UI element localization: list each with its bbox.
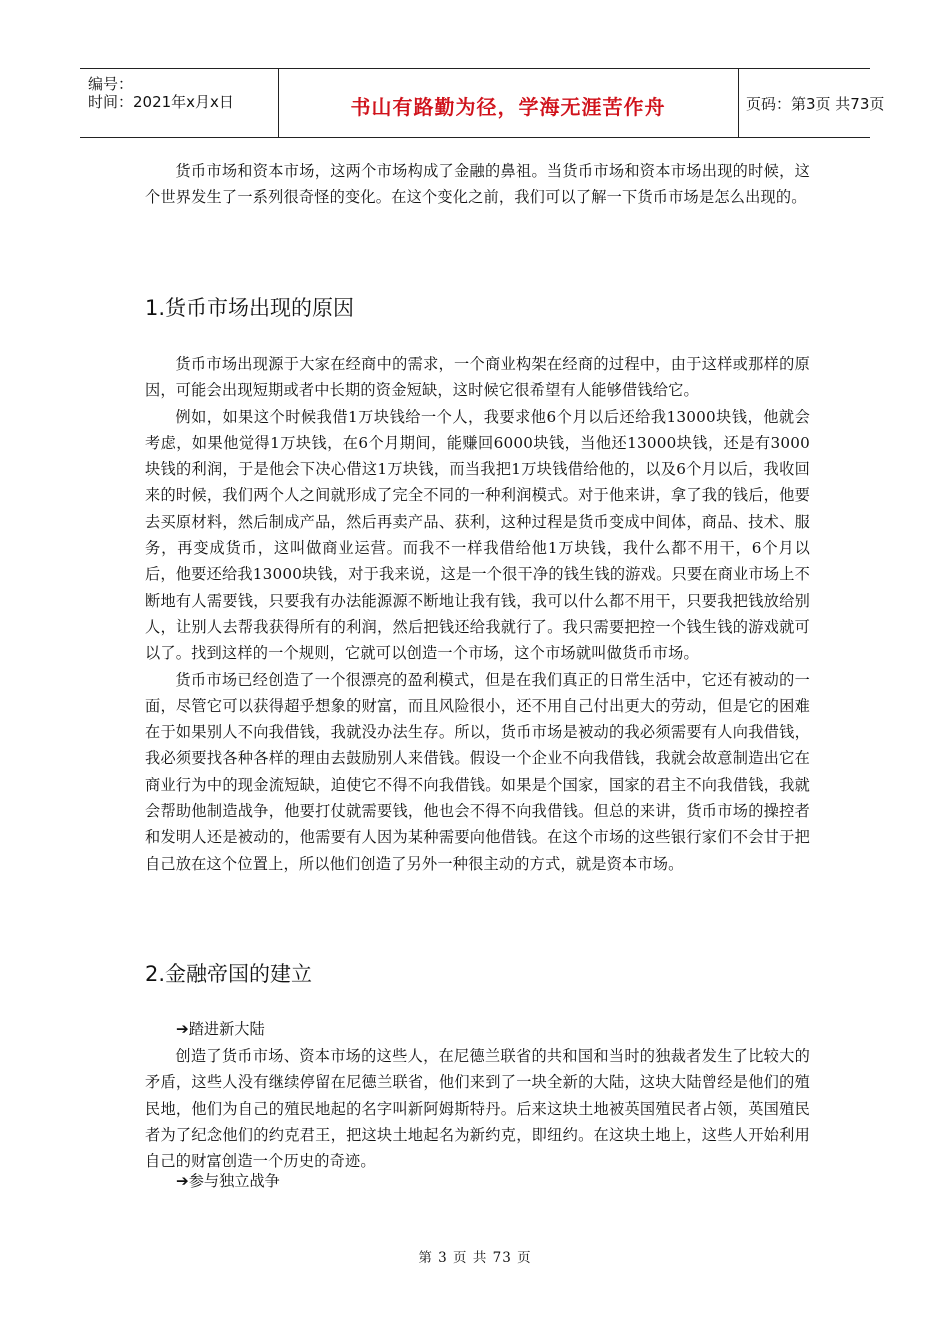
subheading-independence-war <box>176 1170 280 1191</box>
intro-paragraph: 货币市场和资本市场，这两个市场构成了金融的鼻祖。当货币市场和资本市场出现的时候，这个世界发生了一系列很奇怪的变化。在这个变化之前，我们可以了解一下货币市场是怎么出现的。 <box>145 162 810 207</box>
section2-heading: 2.金融帝国的建立 <box>145 962 313 986</box>
section2-paragraph: 创造了货币市场、资本市场的这些人，在尼德兰联省的共和国和当时的独裁者发生了比较大的矛盾，这些人没有继续停留在尼德兰联省，他们来到了一块全新的大陆，这块大陆曾经是他们的殖民地，他们为自己的殖民地起的名字叫新阿姆斯特丹。后来这块土地被英国殖民者占领，英国殖民者为了纪念他们的约克君王，把这块土地起名为新约克，即纽约。在这块土地上，这些人开始利用自己的财富创造一个历史的奇迹。 <box>145 1047 810 1171</box>
page-footer: 第 3 页 共 73 页 <box>418 1250 532 1266</box>
document-number-label: 编号： <box>88 75 134 93</box>
header-motto: 书山有路勤为径，学海无涯苦作舟 <box>350 95 666 119</box>
section1-paragraph-2: 例如，如果这个时候我借1万块钱给一个人，我要求他6个月以后还给我13000块钱，他就会考虑，如果他觉得1万块钱，在6个月期间，能赚回6000块钱，当他还13000块钱，还是有3000块钱的利润，于是他会下决心借这1万块钱，而当我把1万块钱借给他的，以及6个月以后，我收回来的时候，我们两个人之间就形成了完全不同的一种利润模式。对于他来讲，拿了我的钱后，他要去买原材料，然后制成产品，然后再卖产品、获利，这种过程是货币变成中间体，商品、技术、服务，再变成货币，这叫做商业运营。而我不一样我借给他1万块钱，我什么都不用干，6个月以后，他要还给我13000块钱，对于我来说，这是一个很干净的钱生钱的游戏。只要在商业市场上不断地有人需要钱，只要我有办法能源源不断地让我有钱，我可以什么都不用干，只要我把钱放给别人，让别人去帮我获得所有的利润，然后把钱还给我就行了。我只需要把控一个钱生钱的游戏就可以了。找到这样的一个规则，它就可以创造一个市场，这个市场就叫做货币市场。 <box>145 407 810 663</box>
intro-block <box>145 158 810 211</box>
page-header <box>80 68 885 138</box>
subheading-new-continent-text: 踏进新大陆 <box>188 1020 265 1038</box>
section1-body <box>145 351 810 877</box>
arrow-right-icon: ➔ <box>176 1172 189 1190</box>
document-time-label: 时间：2021年x月x日 <box>88 93 234 111</box>
subheading-independence-war-text: 参与独立战争 <box>188 1172 280 1190</box>
section1-paragraph-1: 货币市场出现源于大家在经商中的需求，一个商业构架在经商的过程中，由于这样或那样的原因，可能会出现短期或者中长期的资金短缺，这时候它很希望有人能够借钱给它。 <box>145 355 810 400</box>
section1-heading: 1.货币市场出现的原因 <box>145 296 355 320</box>
subheading-new-continent <box>176 1018 265 1039</box>
section2-body <box>145 1043 810 1174</box>
section1-paragraph-3: 货币市场已经创造了一个很漂亮的盈利模式，但是在我们真正的日常生活中，它还有被动的一面，尽管它可以获得超乎想象的财富，而且风险很小，还不用自己付出更大的劳动，但是它的困难在于如果别人不向我借钱，我就没办法生存。所以，货币市场是被动的我必须需要有人向我借钱，我必须要找各种各样的理由去鼓励别人来借钱。假设一个企业不向我借钱，我就会故意制造出它在商业行为中的现金流短缺，迫使它不得不向我借钱。如果是个国家，国家的君主不向我借钱，我就会帮助他制造战争，他要打仗就需要钱，他也会不得不向我借钱。但总的来讲，货币市场的操控者和发明人还是被动的，他需要有人因为某种需要向他借钱。在这个市场的这些银行家们不会甘于把自己放在这个位置上，所以他们创造了另外一种很主动的方式，就是资本市场。 <box>145 670 810 873</box>
arrow-right-icon: ➔ <box>176 1020 189 1038</box>
header-info-cell <box>80 69 279 137</box>
header-page-cell <box>738 69 885 137</box>
header-page-code: 页码：第3页 共73页 <box>746 95 885 113</box>
header-motto-cell <box>278 69 739 137</box>
